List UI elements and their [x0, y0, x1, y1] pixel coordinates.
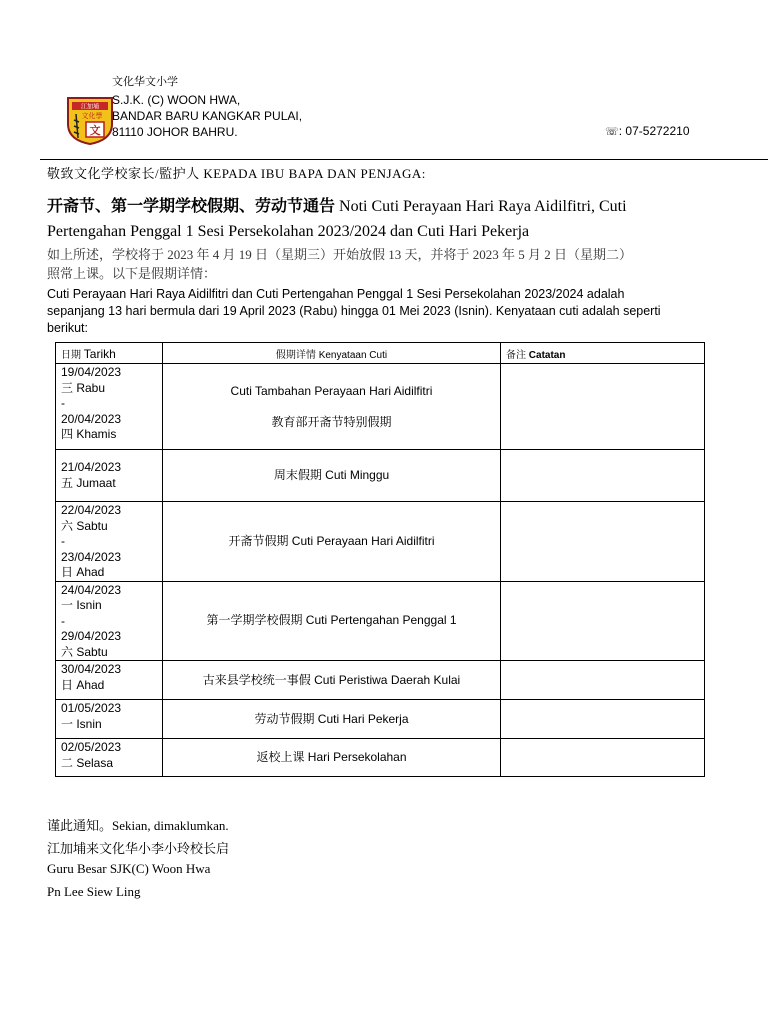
date-cell: 19/04/2023 三 Rabu - 20/04/2023 四 Khamis	[56, 364, 163, 450]
phone-icon: ☏	[605, 126, 619, 138]
description-cell: 劳动节假期 Cuti Hari Pekerja	[163, 700, 501, 739]
closing-line: Pn Lee Siew Ling	[47, 884, 141, 899]
school-name-zh: 文化华文小学	[112, 76, 178, 88]
title-zh: 开斋节、第一学期学校假期、劳动节通告	[47, 198, 336, 215]
title-ms-2: Pertengahan Penggal 1 Sesi Persekolahan 2023/2024 dan Cuti Hari Pekerja	[47, 223, 530, 240]
description-cell: 开斋节假期 Cuti Perayaan Hari Aidilfitri	[163, 502, 501, 582]
date-cell: 21/04/2023 五 Jumaat	[56, 450, 163, 502]
description-cell: Cuti Tambahan Perayaan Hari Aidilfitri 教育部开斋节特别假期	[163, 364, 501, 450]
note-cell	[501, 502, 705, 582]
header-description: 假期详情 Kenyataan Cuti	[163, 343, 501, 364]
description-cell: 第一学期学校假期 Cuti Pertengahan Penggal 1	[163, 581, 501, 661]
para-zh-line: 照常上课。以下是假期详情：	[47, 266, 217, 281]
para-ms-line: berikut:	[47, 321, 88, 335]
para-zh-line: 如上所述，学校将于 2023 年 4 月 19 日（星期三）开始放假 13 天，并将于 2023 年 5 月 2 日（星期二）	[47, 247, 633, 262]
note-cell	[501, 364, 705, 450]
table-row	[56, 581, 705, 661]
closing-line: 谨此通知。Sekian, dimaklumkan.	[47, 818, 229, 833]
logo-char: 文	[89, 124, 101, 137]
notice-title	[47, 194, 747, 244]
holiday-table	[55, 342, 705, 777]
table-header-row	[56, 343, 705, 364]
table-row	[56, 661, 705, 700]
title-ms-1: Noti Cuti Perayaan Hari Raya Aidilfitri, Cuti	[339, 198, 627, 215]
paragraph-zh	[47, 245, 747, 283]
note-cell	[501, 450, 705, 502]
para-ms-line: sepanjang 13 hari bermula dari 19 April 2023 (Rabu) hingga 01 Mei 2023 (Isnin). Kenyataan cuti adalah seperti	[47, 304, 661, 318]
closing-line: 江加埔来文化华小李小玲校长启	[47, 841, 230, 856]
note-cell	[501, 739, 705, 777]
table-row	[56, 450, 705, 502]
header-divider	[40, 159, 768, 160]
table-row	[56, 700, 705, 739]
para-ms-line: Cuti Perayaan Hari Raya Aidilfitri dan Cuti Pertengahan Penggal 1 Sesi Persekolahan 2023/2024 adalah	[47, 287, 625, 301]
table-row	[56, 364, 705, 450]
paragraph-ms	[47, 286, 753, 337]
header-date: 日期 Tarikh	[56, 343, 163, 364]
date-cell: 24/04/2023 一 Isnin - 29/04/2023 六 Sabtu	[56, 581, 163, 661]
date-cell: 22/04/2023 六 Sabtu - 23/04/2023 日 Ahad	[56, 502, 163, 582]
school-logo	[64, 94, 116, 146]
header-note: 备注 Catatan	[501, 343, 705, 364]
note-cell	[501, 581, 705, 661]
description-cell: 古来县学校统一事假 Cuti Peristiwa Daerah Kulai	[163, 661, 501, 700]
date-cell: 02/05/2023 二 Selasa	[56, 739, 163, 777]
logo-top-text: 江加埔	[80, 103, 100, 111]
date-cell: 01/05/2023 一 Isnin	[56, 700, 163, 739]
phone-number: : 07-5272210	[618, 124, 690, 138]
table-row	[56, 739, 705, 777]
logo-mid-text: 文化學	[81, 112, 103, 120]
salutation: 敬致文化学校家长/監护人 KEPADA IBU BAPA DAN PENJAGA:	[47, 166, 426, 181]
note-cell	[501, 661, 705, 700]
description-cell: 返校上课 Hari Persekolahan	[163, 739, 501, 777]
date-cell: 30/04/2023 日 Ahad	[56, 661, 163, 700]
school-name: S.J.K. (C) WOON HWA,	[112, 93, 241, 107]
table-row	[56, 502, 705, 582]
description-cell: 周末假期 Cuti Minggu	[163, 450, 501, 502]
closing-line: Guru Besar SJK(C) Woon Hwa	[47, 861, 211, 876]
phone-contact	[605, 124, 690, 138]
address-line-1: BANDAR BARU KANGKAR PULAI,	[112, 109, 303, 123]
note-cell	[501, 700, 705, 739]
address-line-2: 81110 JOHOR BAHRU.	[112, 125, 238, 139]
